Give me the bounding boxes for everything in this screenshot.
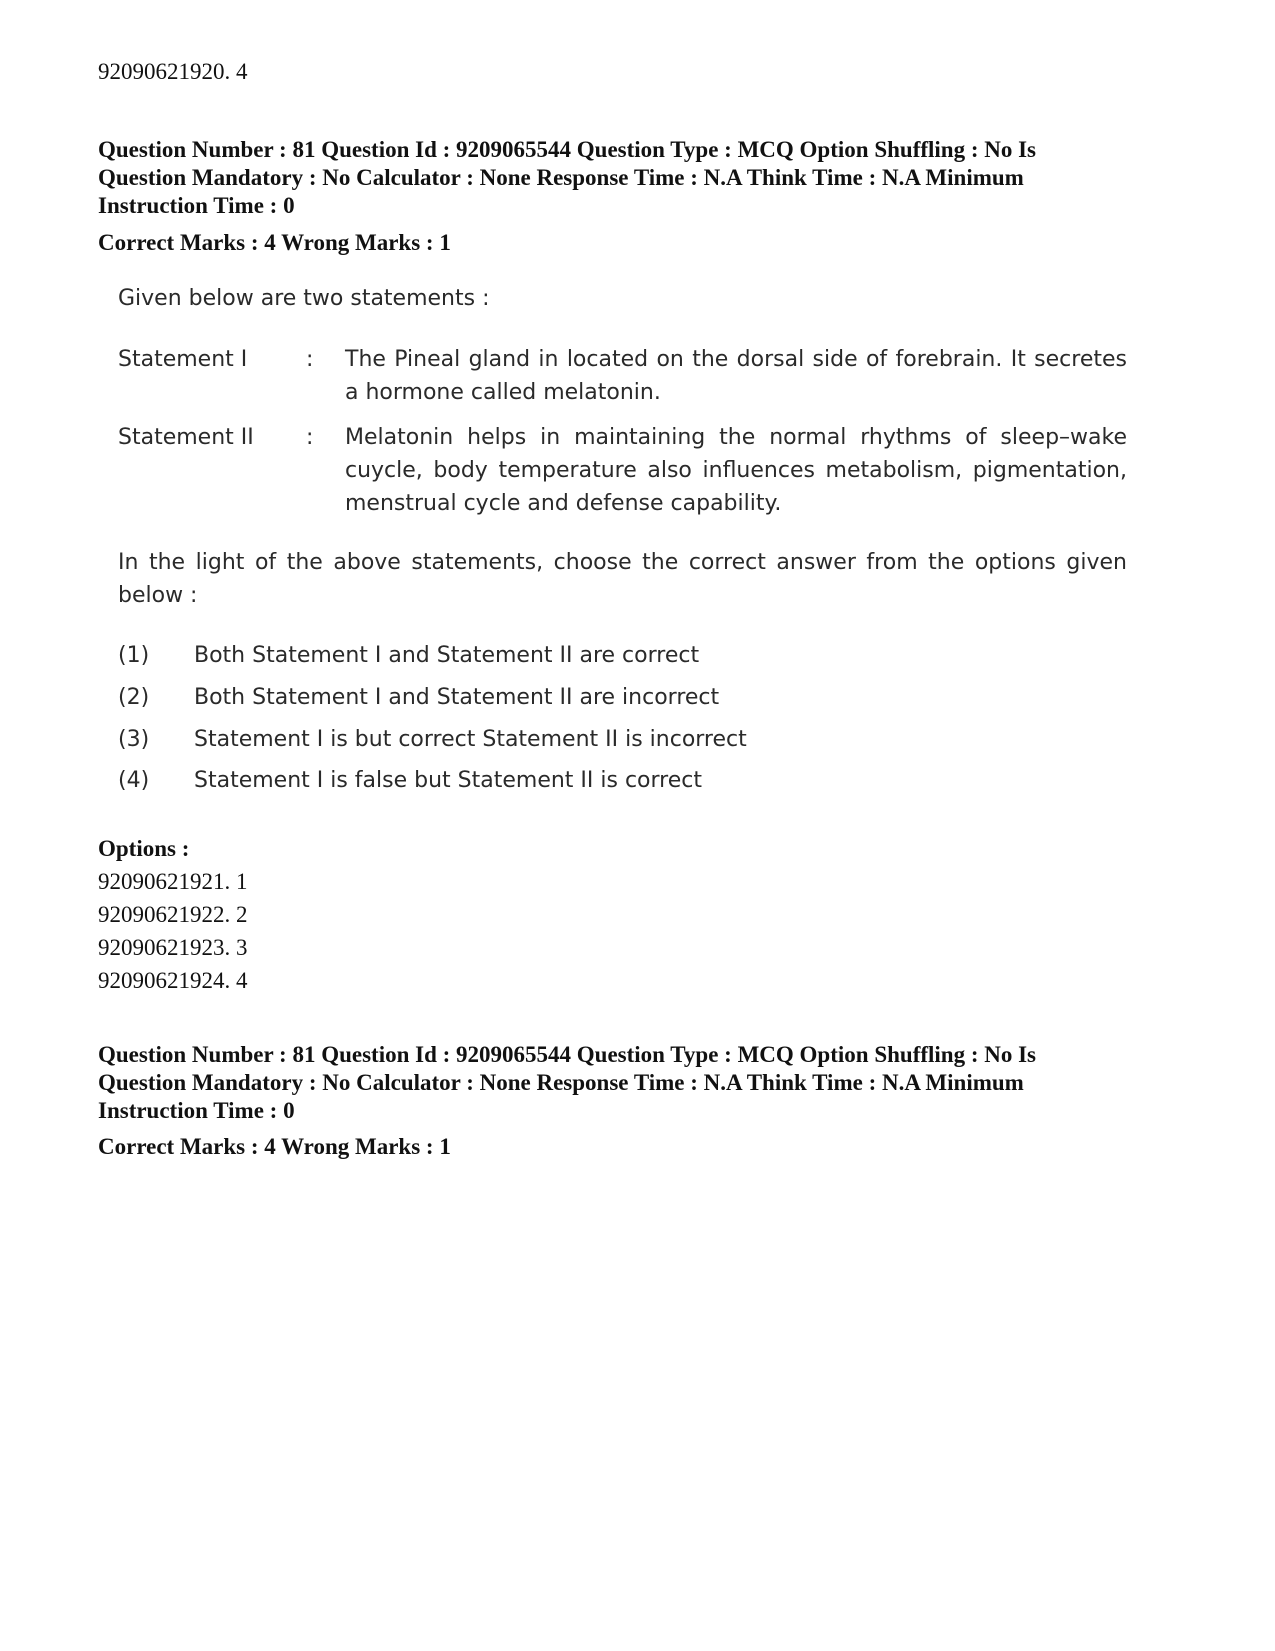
question-intro: Given below are two statements : [118,286,490,311]
option-item: 92090621923. 3 [98,935,248,960]
choice-1-number: (1) [118,643,150,668]
choice-2-number: (2) [118,685,150,710]
choice-4-number: (4) [118,768,150,793]
statement-2-colon: : [306,425,314,450]
previous-option-line: 92090621920. 4 [98,59,248,84]
choice-4-text: Statement I is false but Statement II is correct [194,768,702,793]
question-marks-2: Correct Marks : 4 Wrong Marks : 1 [98,1134,451,1159]
statement-2-text: Melatonin helps in maintaining the normal rhythms of sleep–wake cuycle, body temperature also influences metabolism, pigmentation, menstrual cycle and defense capability. [345,425,1127,516]
option-item: 92090621924. 4 [98,968,248,993]
question-prompt: In the light of the above statements, choose the correct answer from the options given below : [118,550,1127,608]
statement-1-text: The Pineal gland in located on the dorsal side of forebrain. It secretes a hormone called melatonin. [345,347,1127,405]
options-heading: Options : [98,836,190,861]
statement-1-label: Statement I [118,347,248,372]
choice-3-text: Statement I is but correct Statement II is incorrect [194,727,747,752]
question-image [98,280,1138,840]
choice-1-text: Both Statement I and Statement II are correct [194,643,700,668]
statement-1-colon: : [306,347,314,372]
choice-2-text: Both Statement I and Statement II are incorrect [194,685,720,710]
question-meta: Question Number : 81 Question Id : 9209065544 Question Type : MCQ Option Shuffling : No Is Question Mandatory : No Calculator : None Response Time : N.A Think Time : N.A Minimum Instruction Time : 0 [98,137,1037,218]
statement-2-label: Statement II [118,425,254,450]
question-meta-2: Question Number : 81 Question Id : 9209065544 Question Type : MCQ Option Shuffling : No Is Question Mandatory : No Calculator : None Response Time : N.A Think Time : N.A Minimum Instruction Time : 0 [98,1042,1037,1123]
question-marks: Correct Marks : 4 Wrong Marks : 1 [98,230,451,255]
option-item: 92090621922. 2 [98,902,248,927]
choice-3-number: (3) [118,727,150,752]
option-item: 92090621921. 1 [98,869,248,894]
